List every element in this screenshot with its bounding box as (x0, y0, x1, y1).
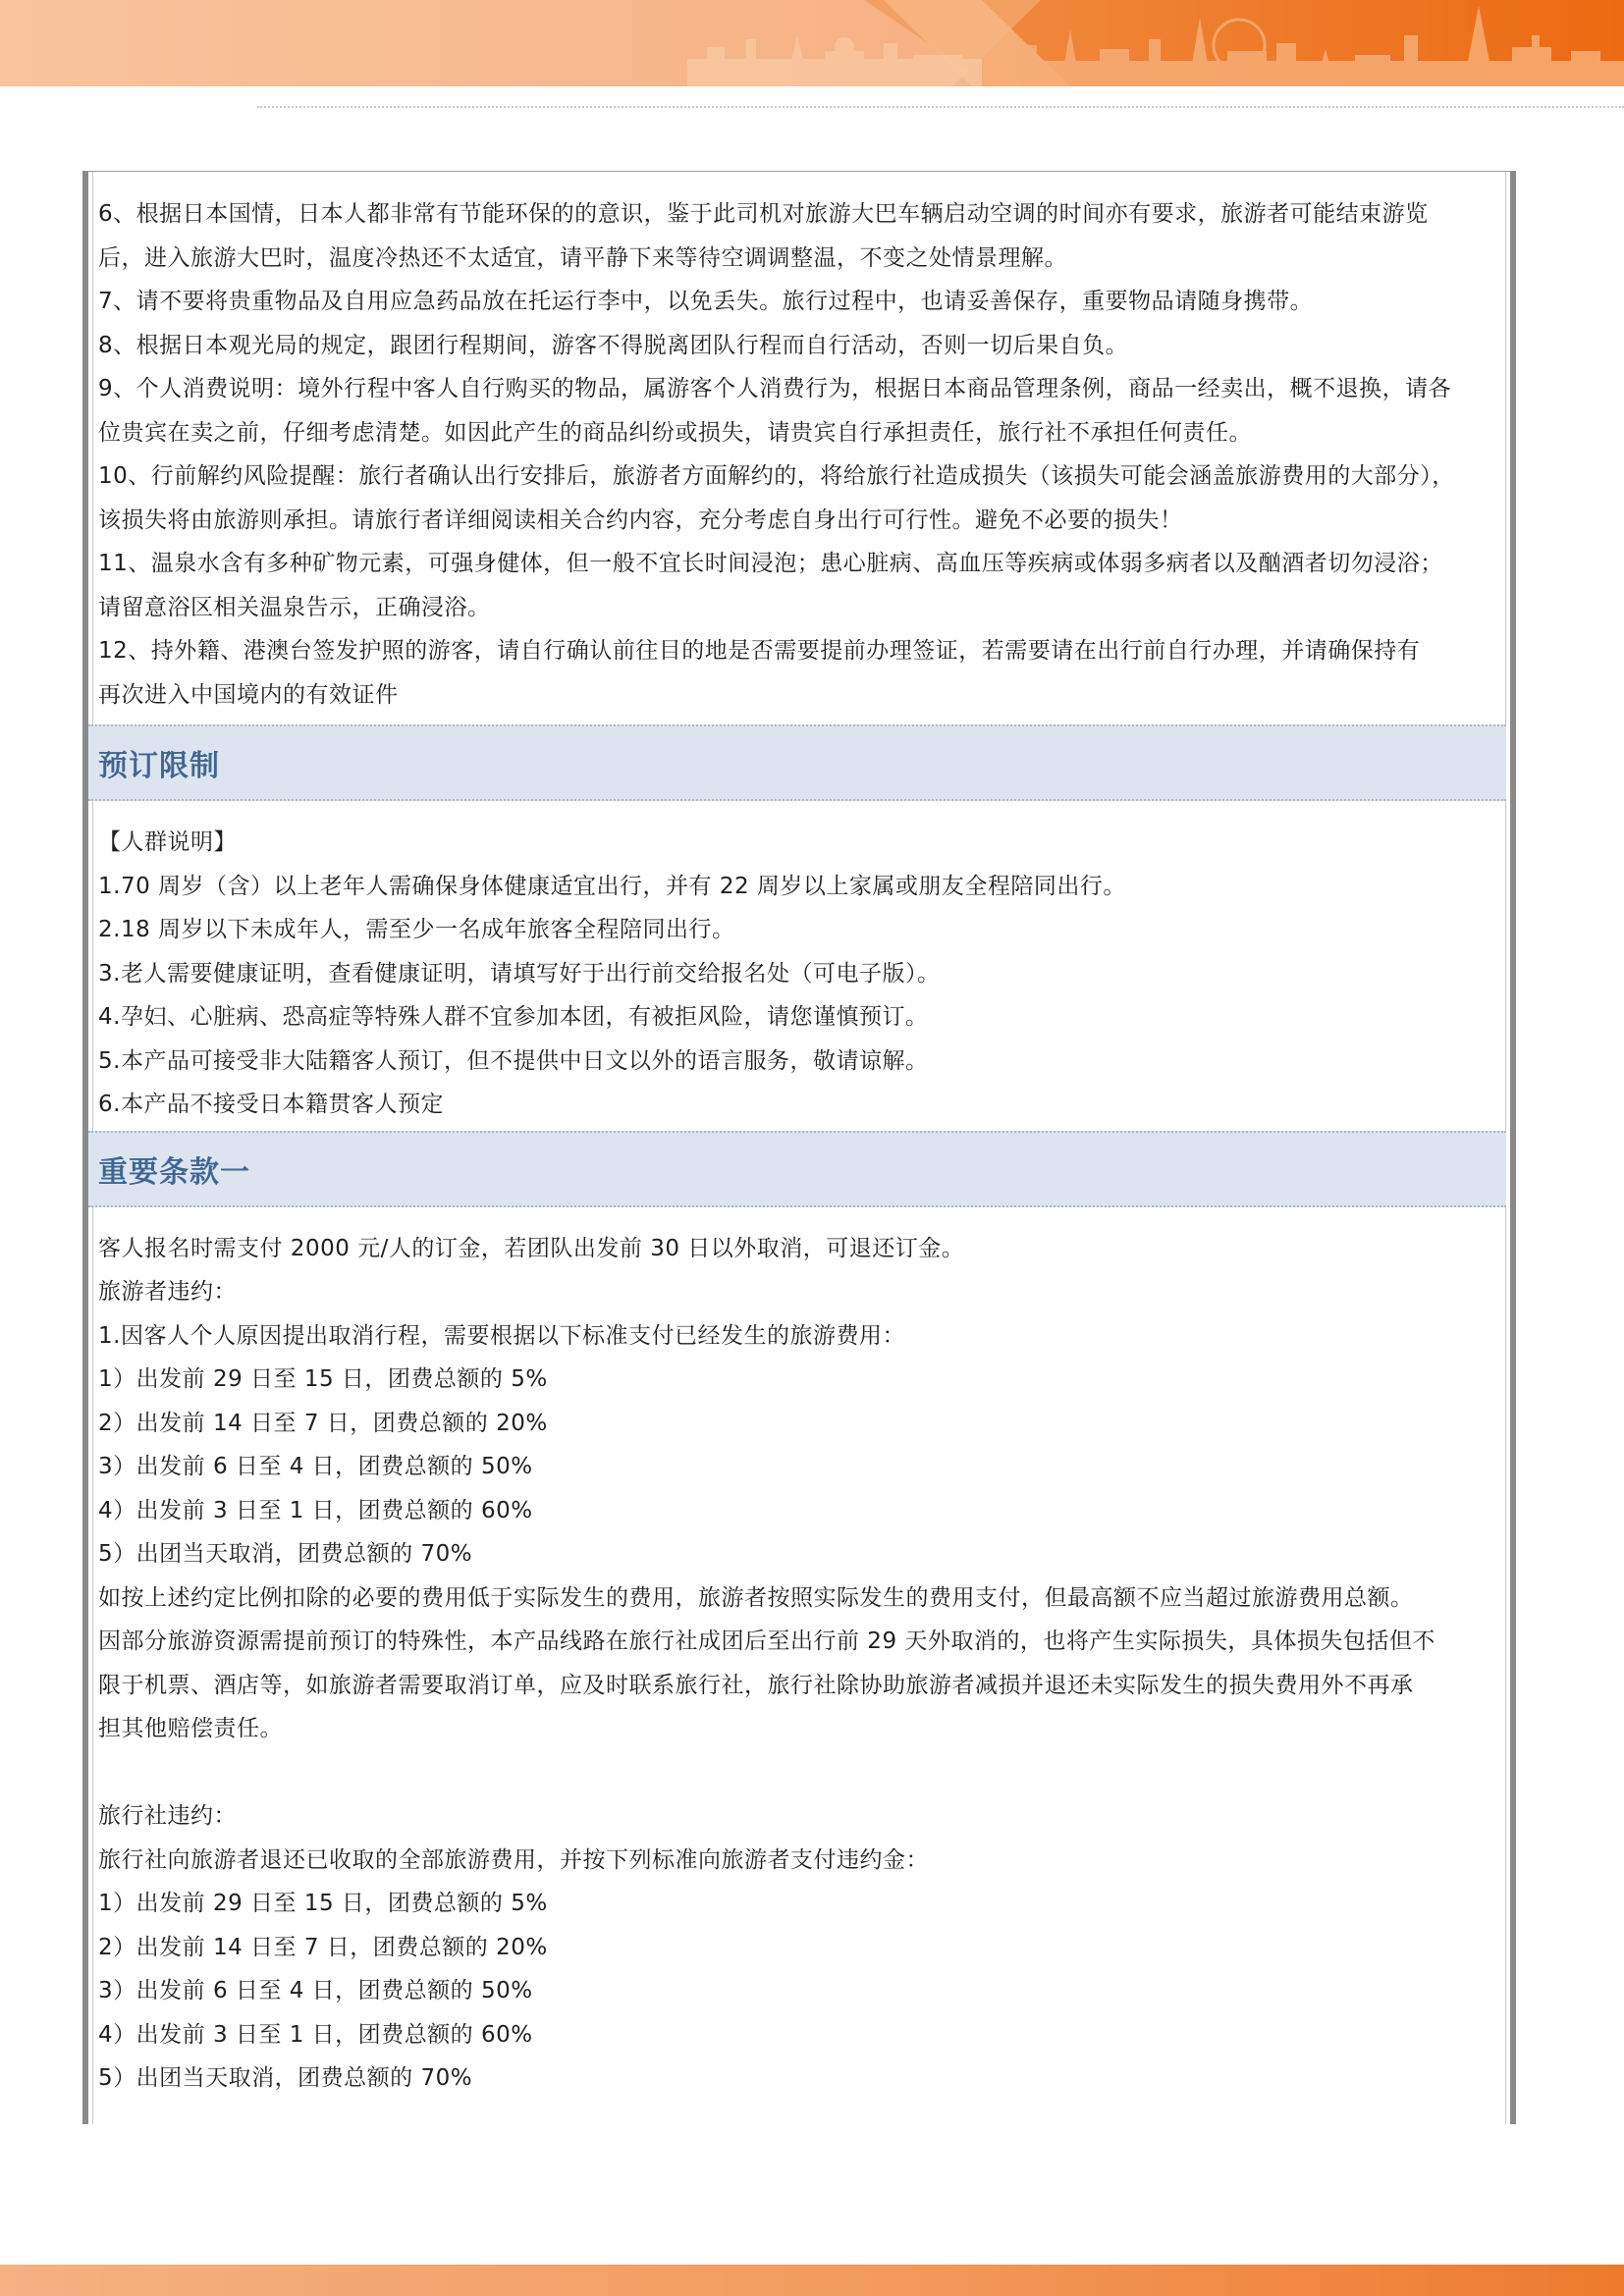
section-title: 预订限制 (98, 749, 220, 783)
note-line: 再次进入中国境内的有效证件 (98, 681, 399, 708)
terms-line: 5）出团当天取消，团费总额的 70% (98, 1541, 473, 1567)
spacer (98, 1751, 1504, 1795)
terms-line: 3）出发前 6 日至 4 日，团费总额的 50% (98, 1978, 533, 2003)
booking-line: 4.孕妇、心脏病、恐高症等特殊人群不宜参加本团，有被拒风险，请您谨慎预订。 (98, 1004, 929, 1030)
terms-line: 旅行社违约： (98, 1803, 237, 1829)
note-line: 请留意浴区相关温泉告示，正确浸浴。 (98, 594, 491, 620)
booking-line: 5.本产品可接受非大陆籍客人预订，但不提供中日文以外的语言服务，敬请谅解。 (98, 1047, 929, 1074)
header-divider (257, 106, 1624, 108)
note-line: 7、请不要将贵重物品及自用应急药品放在托运行李中，以免丢失。旅行过程中，也请妥善保存，重要物品请随身携带。 (98, 289, 1314, 314)
important-terms-block (98, 1227, 1504, 2101)
top-banner (0, 0, 1624, 86)
bottom-decorative-band (0, 2265, 1624, 2296)
important-terms-header (88, 1131, 1506, 1207)
terms-line: 4）出发前 3 日至 1 日，团费总额的 60% (98, 2021, 533, 2048)
terms-line: 4）出发前 3 日至 1 日，团费总额的 60% (98, 1497, 533, 1523)
booking-line: 1.70 周岁（含）以上老年人需确保身体健康适宜出行，并有 22 周岁以上家属或朋友全程陪同出行。 (98, 873, 1126, 899)
booking-restrictions-header (88, 724, 1506, 801)
terms-line: 限于机票、酒店等，如旅游者需要取消订单，应及时联系旅行社，旅行社除协助旅游者减损并退还未实际发生的损失费用外不再承 (98, 1672, 1414, 1698)
terms-line: 担其他赔偿责任。 (98, 1716, 283, 1741)
terms-line: 5）出团当天取消，团费总额的 70% (98, 2065, 473, 2091)
booking-restrictions-block (98, 821, 1504, 1127)
terms-line: 客人报名时需支付 2000 元/人的订金，若团队出发前 30 日以外取消，可退还订金。 (98, 1235, 965, 1261)
note-line: 6、根据日本国情，日本人都非常有节能环保的的意识，鉴于此司机对旅游大巴车辆启动空调的时间亦有要求，旅游者可能结束游览 (98, 201, 1429, 227)
terms-line: 1）出发前 29 日至 15 日，团费总额的 5% (98, 1366, 548, 1392)
note-line: 后，进入旅游大巴时，温度冷热还不太适宜，请平静下来等待空调调整温，不变之处情景理解。 (98, 244, 1067, 271)
note-line: 位贵宾在卖之前，仔细考虑清楚。如因此产生的商品纠纷或损失，请贵宾自行承担责任，旅行社不承担任何责任。 (98, 419, 1252, 446)
terms-line: 1）出发前 29 日至 15 日，团费总额的 5% (98, 1891, 548, 1916)
note-line: 10、行前解约风险提醒：旅行者确认出行安排后，旅游者方面解约的，将给旅行社造成损失（该损失可能会涵盖旅游费用的大部分）， (98, 463, 1455, 489)
booking-line: 【人群说明】 (98, 829, 237, 855)
skyline-banner-graphic (0, 0, 1624, 86)
section-title: 重要条款一 (98, 1154, 250, 1190)
booking-line: 3.老人需要健康证明，查看健康证明，请填写好于出行前交给报名处（可电子版）。 (98, 960, 941, 987)
terms-line: 3）出发前 6 日至 4 日，团费总额的 50% (98, 1454, 533, 1479)
note-line: 12、持外籍、港澳台签发护照的游客，请自行确认前往目的地是否需要提前办理签证，若需要请在出行前自行办理，并请确保持有 (98, 638, 1421, 664)
travel-notes-block (98, 192, 1504, 717)
terms-line: 2）出发前 14 日至 7 日，团费总额的 20% (98, 1410, 548, 1436)
terms-line: 因部分旅游资源需提前预订的特殊性，本产品线路在旅行社成团后至出行前 29 天外取消的，也将产生实际损失，具体损失包括但不 (98, 1629, 1435, 1654)
booking-line: 6.本产品不接受日本籍贯客人预定 (98, 1092, 444, 1117)
note-line: 11、温泉水含有多种矿物元素，可强身健体，但一般不宜长时间浸泡；患心脏病、高血压等疾病或体弱多病者以及酗酒者切勿浸浴； (98, 551, 1443, 576)
terms-line: 1.因客人个人原因提出取消行程，需要根据以下标准支付已经发生的旅游费用： (98, 1322, 905, 1349)
note-line: 8、根据日本观光局的规定，跟团行程期间，游客不得脱离团队行程而自行活动，否则一切后果自负。 (98, 332, 1129, 358)
terms-line: 2）出发前 14 日至 7 日，团费总额的 20% (98, 1934, 548, 1960)
terms-line: 旅游者违约： (98, 1279, 237, 1305)
terms-line: 旅行社向旅游者退还已收取的全部旅游费用，并按下列标准向旅游者支付违约金： (98, 1846, 929, 1873)
note-line: 该损失将由旅游则承担。请旅行者详细阅读相关合约内容，充分考虑自身出行可行性。避免不必要的损失！ (98, 507, 1183, 533)
note-line: 9、个人消费说明：境外行程中客人自行购买的物品，属游客个人消费行为，根据日本商品管理条例，商品一经卖出，概不退换，请各 (98, 376, 1452, 401)
document-content (98, 171, 1504, 2101)
booking-line: 2.18 周岁以下未成年人，需至少一名成年旅客全程陪同出行。 (98, 917, 735, 942)
terms-line: 如按上述约定比例扣除的必要的费用低于实际发生的费用，旅游者按照实际发生的费用支付，但最高额不应当超过旅游费用总额。 (98, 1584, 1414, 1611)
